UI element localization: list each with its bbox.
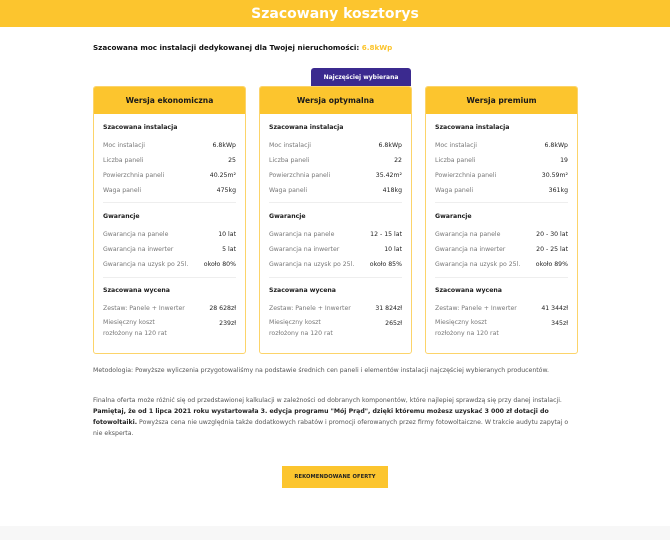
- row-label: Miesięczny koszt rozłożony na 120 rat: [269, 319, 333, 337]
- row-value: 31 824zł: [375, 305, 402, 312]
- section-warranty-title: Gwarancje: [435, 213, 472, 220]
- row-label: Miesięczny koszt rozłożony na 120 rat: [435, 319, 499, 337]
- row-label: Zestaw: Panele + Inwerter: [103, 305, 185, 312]
- row-value: około 89%: [535, 261, 568, 268]
- row-value: 35.42m²: [375, 172, 402, 179]
- section-pricing-title: Szacowana wycena: [103, 287, 170, 294]
- divider: [103, 277, 236, 278]
- row-value: 30.59m²: [541, 172, 568, 179]
- row-panels: [435, 157, 568, 164]
- row-weight: [269, 187, 402, 194]
- section-pricing-title: Szacowana wycena: [269, 287, 336, 294]
- pricing-card: [425, 86, 578, 354]
- page-header: [0, 0, 670, 27]
- row-label: Zestaw: Panele + Inwerter: [269, 305, 351, 312]
- divider: [269, 202, 402, 203]
- row-area: [269, 172, 402, 179]
- section-pricing-title: Szacowana wycena: [435, 287, 502, 294]
- row-value: 5 lat: [222, 246, 236, 253]
- row-monthly-cost: [269, 318, 402, 339]
- row-value: około 80%: [203, 261, 236, 268]
- divider: [435, 277, 568, 278]
- row-value: 41 344zł: [541, 305, 568, 312]
- row-value: 418kg: [382, 187, 402, 194]
- row-label: Gwarancja na panele: [103, 231, 169, 238]
- row-value: 12 - 15 lat: [370, 231, 402, 238]
- row-panels: [103, 157, 236, 164]
- row-area: [103, 172, 236, 179]
- row-label: Powierzchnia paneli: [435, 172, 497, 179]
- row-label: Waga paneli: [435, 187, 474, 194]
- card-title: Wersja premium: [426, 87, 577, 114]
- row-value: 28 628zł: [209, 305, 236, 312]
- row-label: Liczba paneli: [435, 157, 476, 164]
- row-label: Liczba paneli: [103, 157, 144, 164]
- row-weight: [103, 187, 236, 194]
- row-label: Moc instalacji: [435, 142, 477, 149]
- row-value: 239zł: [219, 320, 236, 327]
- row-value: 20 - 30 lat: [536, 231, 568, 238]
- row-warranty-panels: [103, 231, 236, 238]
- row-value: 265zł: [385, 320, 402, 327]
- section-install-title: Szacowana instalacja: [269, 124, 344, 131]
- row-warranty-yield: [269, 261, 402, 268]
- row-warranty-panels: [269, 231, 402, 238]
- disclaimer-text-2: Powyższa cena nie uwzględnia także dodatkowych rabatów i promocji oferowanych przez firmy fotowoltaiczne. W trakcie audytu zapytaj o nie eksperta.: [93, 418, 569, 437]
- row-monthly-cost: [435, 318, 568, 339]
- row-value: 19: [560, 157, 568, 164]
- row-label: Waga paneli: [103, 187, 142, 194]
- section-warranty-title: Gwarancje: [269, 213, 306, 220]
- divider: [435, 202, 568, 203]
- row-label: Moc instalacji: [269, 142, 311, 149]
- row-warranty-inverter: [103, 246, 236, 253]
- row-warranty-panels: [435, 231, 568, 238]
- row-label: Miesięczny koszt rozłożony na 120 rat: [103, 319, 167, 337]
- row-value: 361kg: [548, 187, 568, 194]
- row-label: Gwarancja na inwerter: [103, 246, 174, 253]
- row-label: Waga paneli: [269, 187, 308, 194]
- most-chosen-badge: Najczęściej wybierana: [311, 68, 411, 86]
- row-power: [269, 142, 402, 149]
- row-label: Gwarancja na inwerter: [435, 246, 506, 253]
- disclaimer-note: [93, 396, 579, 439]
- row-value: 475kg: [216, 187, 236, 194]
- row-warranty-inverter: [435, 246, 568, 253]
- row-label: Zestaw: Panele + Inwerter: [435, 305, 517, 312]
- row-value: 6.8kWp: [378, 142, 402, 149]
- methodology-note: Metodologia: Powyższe wyliczenia przygotowaliśmy na podstawie średnich cen paneli i elementów instalacji najczęściej wybieranych producentów.: [93, 367, 549, 374]
- card-title: Wersja optymalna: [260, 87, 411, 114]
- row-warranty-inverter: [269, 246, 402, 253]
- row-value: 10 lat: [218, 231, 236, 238]
- section-install-title: Szacowana instalacja: [103, 124, 178, 131]
- row-area: [435, 172, 568, 179]
- pricing-card: [93, 86, 246, 354]
- row-label: Gwarancja na uzysk po 25l.: [435, 261, 521, 268]
- row-warranty-yield: [103, 261, 236, 268]
- card-title: Wersja ekonomiczna: [94, 87, 245, 114]
- row-value: 40.25m²: [209, 172, 236, 179]
- section-install-title: Szacowana instalacja: [435, 124, 510, 131]
- row-value: 6.8kWp: [212, 142, 236, 149]
- row-value: 345zł: [551, 320, 568, 327]
- row-panels: [269, 157, 402, 164]
- row-set-price: [269, 305, 402, 312]
- row-label: Gwarancja na uzysk po 25l.: [103, 261, 189, 268]
- row-label: Powierzchnia paneli: [103, 172, 165, 179]
- divider: [103, 202, 236, 203]
- disclaimer-text-1: Finalna oferta może różnić się od przedstawionej kalkulacji w zależności od dobranych komponentów, które najlepiej sprawdzą się przy danej instalacji.: [93, 397, 562, 404]
- row-set-price: [435, 305, 568, 312]
- pricing-card: [259, 86, 412, 354]
- capacity-value: 6.8kWp: [361, 43, 393, 52]
- row-warranty-yield: [435, 261, 568, 268]
- row-label: Powierzchnia paneli: [269, 172, 331, 179]
- row-label: Liczba paneli: [269, 157, 310, 164]
- row-value: 6.8kWp: [544, 142, 568, 149]
- row-weight: [435, 187, 568, 194]
- row-monthly-cost: [103, 318, 236, 339]
- row-label: Moc instalacji: [103, 142, 145, 149]
- row-value: 20 - 25 lat: [536, 246, 568, 253]
- capacity-label: Szacowana moc instalacji dedykowanej dla Twojej nieruchomości:: [93, 43, 362, 52]
- divider: [269, 277, 402, 278]
- row-value: 22: [394, 157, 402, 164]
- disclaimer-highlight: Pamiętaj, że od 1 lipca 2021 roku wystartowała 3. edycja programu "Mój Prąd", dzięki któremu możesz uzyskać 3 000 zł dotacji do fotowoltaiki.: [93, 407, 549, 426]
- row-label: Gwarancja na panele: [435, 231, 501, 238]
- recommended-offers-button[interactable]: REKOMENDOWANE OFERTY: [282, 466, 388, 488]
- row-power: [103, 142, 236, 149]
- row-power: [435, 142, 568, 149]
- section-warranty-title: Gwarancje: [103, 213, 140, 220]
- page-title: Szacowany kosztorys: [251, 5, 419, 22]
- row-value: 25: [228, 157, 236, 164]
- row-label: Gwarancja na inwerter: [269, 246, 340, 253]
- row-value: 10 lat: [384, 246, 402, 253]
- row-set-price: [103, 305, 236, 312]
- row-label: Gwarancja na panele: [269, 231, 335, 238]
- row-label: Gwarancja na uzysk po 25l.: [269, 261, 355, 268]
- row-value: około 85%: [369, 261, 402, 268]
- capacity-summary: [93, 43, 392, 52]
